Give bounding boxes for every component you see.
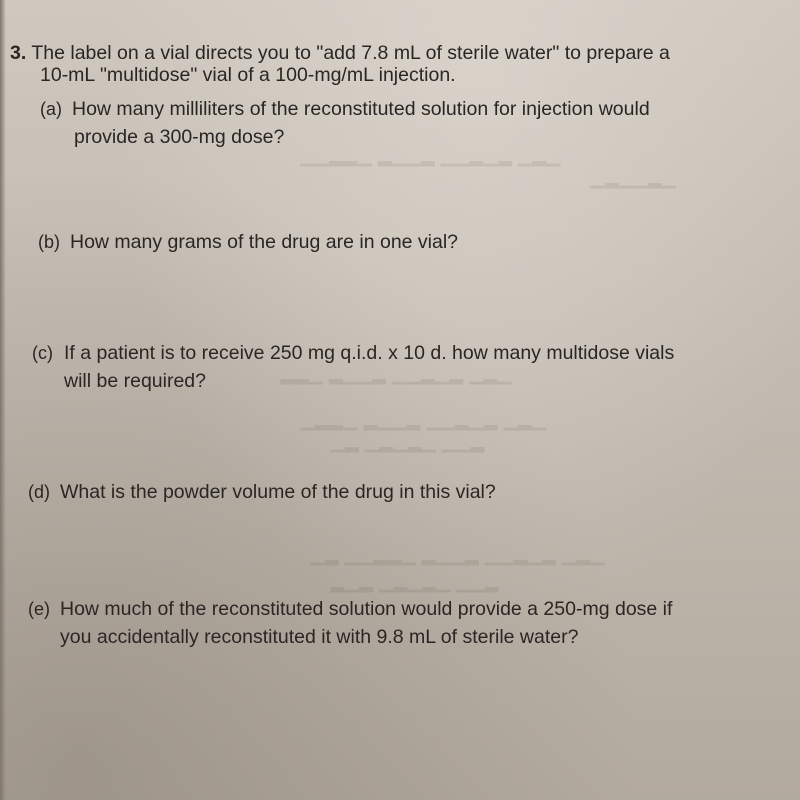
bleed-through-texture: ▁▂▁▁▂▁: [590, 168, 677, 188]
part-e-label: (e): [28, 599, 50, 619]
part-b-text: How many grams of the drug are in one vial?: [70, 231, 459, 253]
bleed-through-texture: ▁▂▁ ▂▁▂▁▁ ▂▁▁▂ ▁▂▂▁▁ ▂▁: [310, 545, 605, 565]
part-c-label: (c): [32, 343, 53, 363]
part-d-label: (d): [28, 482, 50, 502]
question-number: 3.: [10, 42, 27, 64]
question-stem-line-2: [40, 62, 456, 88]
part-c-line-2: [64, 368, 206, 394]
part-c-line-1: [32, 340, 674, 366]
question-text: The label on a vial directs you to "add 7.8 mL of sterile water" to prepare a: [31, 42, 670, 64]
bleed-through-texture: ▁▂▁ ▂▁▂▁▁ ▂▁▁▂ ▁▂▂▁▁: [300, 146, 561, 166]
part-a-text: How many milliliters of the reconstituted solution for injection would: [72, 98, 650, 120]
part-a-label: (a): [40, 99, 62, 119]
page-edge-shadow: [0, 0, 6, 800]
part-e-text: you accidentally reconstituted it with 9.8 mL of sterile water?: [60, 626, 579, 648]
part-c-text: will be required?: [64, 370, 206, 392]
part-d-text: What is the powder volume of the drug in this vial?: [60, 481, 496, 503]
bleed-through-texture: ▂▁▁ ▁▂▁▂▁ ▂▁▂: [330, 572, 499, 592]
part-e-line-1: [28, 596, 672, 622]
question-text: 10-mL "multidose" vial of a 100-mg/mL injection.: [40, 64, 456, 86]
part-a-text: provide a 300-mg dose?: [74, 126, 285, 148]
bleed-through-texture: ▂▁▁ ▁▂▁▂▁ ▂▁: [330, 432, 485, 452]
part-b-label: (b): [38, 232, 60, 252]
part-a-line-1: [40, 96, 650, 122]
bleed-through-texture: ▁▂▁ ▂▁▂▁▁ ▂▁▁▂ ▁▂▂▁: [300, 410, 546, 430]
part-d-line-1: [28, 479, 496, 505]
part-c-text: If a patient is to receive 250 mg q.i.d. x 10 d. how many multidose vials: [64, 342, 675, 364]
part-b-line-1: [38, 229, 458, 255]
part-e-text: How much of the reconstituted solution would provide a 250-mg dose if: [60, 598, 673, 620]
part-e-line-2: [60, 624, 578, 650]
part-a-line-2: [74, 124, 284, 150]
bleed-through-texture: ▁▂▁ ▂▁▂▁▁ ▂▁▁▂ ▁▂▂: [280, 364, 512, 384]
